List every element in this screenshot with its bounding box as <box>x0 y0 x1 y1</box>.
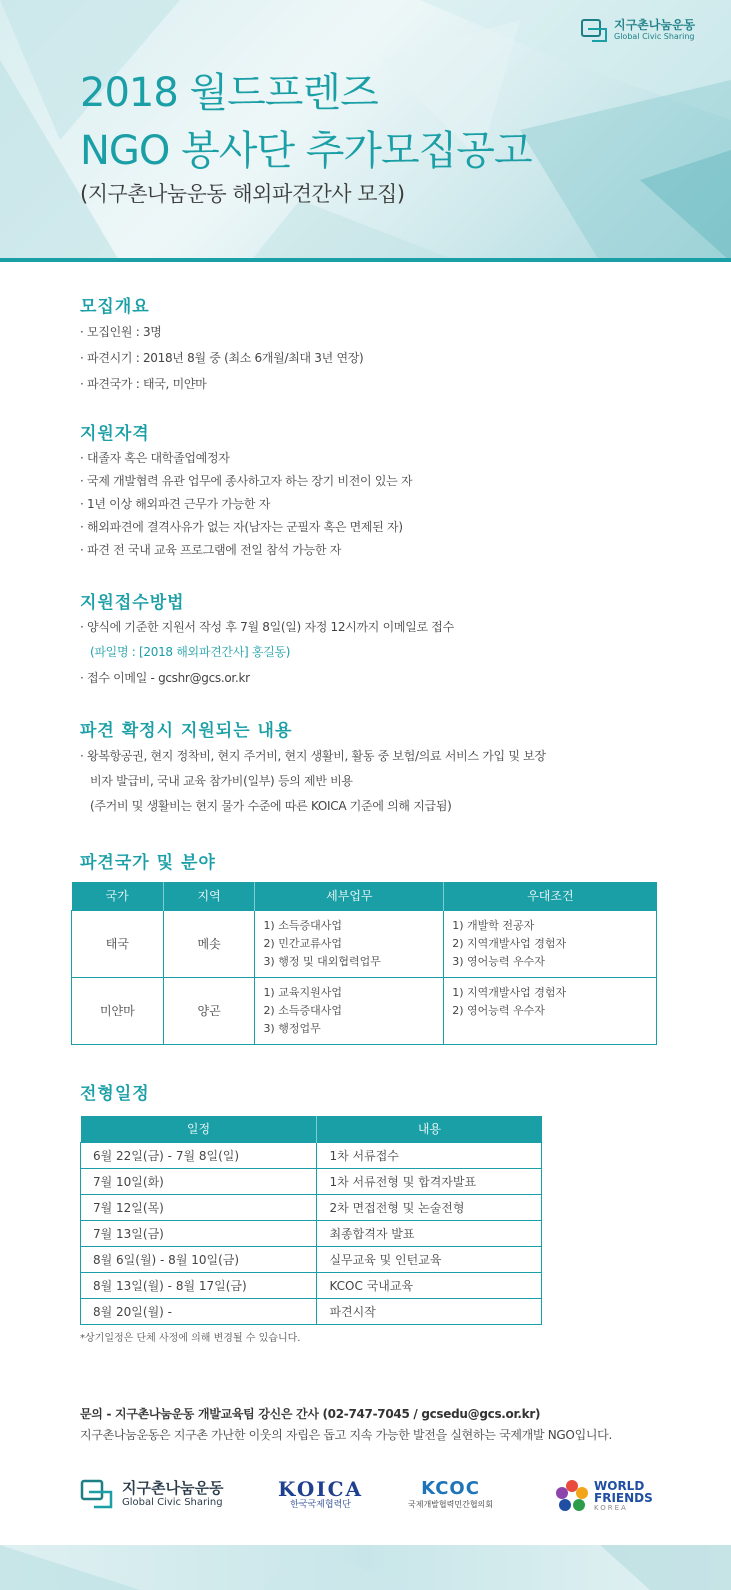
pref-item: 3) 영어능력 우수자 <box>452 954 545 968</box>
date-cell: 7월 12일(목) <box>81 1194 317 1220</box>
gcs-name: 지구촌나눔운동 <box>122 1479 224 1497</box>
list-item: · 파견 전 국내 교육 프로그램에 전일 참석 가능한 자 <box>80 543 341 557</box>
table-row <box>72 910 657 977</box>
page-title-line2: NGO 봉사단 추가모집공고 <box>80 128 532 174</box>
world-friends-logo <box>554 1478 653 1514</box>
page-title-line1: 2018 월드프렌즈 <box>80 70 378 116</box>
section-title-support: 파견 확정시 지원되는 내용 <box>80 721 293 741</box>
header-banner <box>0 0 731 262</box>
date-cell: 8월 20일(월) - <box>81 1298 317 1324</box>
schedule-note: *상기일정은 단체 사정에 의해 변경될 수 있습니다. <box>80 1333 301 1344</box>
section-title-apply: 지원접수방법 <box>80 593 185 613</box>
column-header: 내용 <box>317 1116 542 1142</box>
table-row <box>81 1142 542 1168</box>
logo-en: Global Civic Sharing <box>614 32 695 41</box>
table-header-row <box>72 882 657 910</box>
column-header: 우대조건 <box>444 882 657 910</box>
table-row <box>81 1246 542 1272</box>
content-cell: 실무교육 및 인턴교육 <box>317 1246 542 1272</box>
table-row <box>72 977 657 1044</box>
list-item: · 모집인원 : 3명 <box>80 325 162 339</box>
content-cell: 2차 면접전형 및 논술전형 <box>317 1194 542 1220</box>
date-cell: 8월 13일(월) - 8월 17일(금) <box>81 1272 317 1298</box>
support-line: · 왕복항공권, 현지 정착비, 현지 주거비, 현지 생활비, 활동 중 보험/의료 서비스 가입 및 보장 <box>80 749 546 763</box>
page-subtitle: (지구촌나눔운동 해외파견간사 모집) <box>80 182 405 206</box>
section-title-schedule: 전형일정 <box>80 1084 150 1104</box>
prefs-cell <box>444 910 657 977</box>
task-item: 2) 소득증대사업 <box>263 1003 342 1017</box>
schedule-table <box>80 1116 542 1325</box>
apply-email[interactable]: · 접수 이메일 - gcshr@gcs.or.kr <box>80 671 250 685</box>
content-cell: 파견시작 <box>317 1298 542 1324</box>
list-item: · 1년 이상 해외파견 근무가 가능한 자 <box>80 497 271 511</box>
column-header: 일정 <box>81 1116 317 1142</box>
countries-table <box>71 882 657 1045</box>
logo-name: 지구촌나눔운동 <box>614 18 696 32</box>
footer-background-graphic <box>0 1545 731 1590</box>
kcoc-kr: 국제개발협력민간협의회 <box>408 1500 494 1509</box>
wf-line1: WORLD <box>594 1478 645 1493</box>
header-divider <box>0 258 731 262</box>
kcoc-name: KCOC <box>421 1478 480 1499</box>
pref-item: 2) 지역개발사업 경험자 <box>452 936 567 950</box>
task-item: 3) 행정 및 대외협력업무 <box>263 954 381 968</box>
content-cell: 1차 서류접수 <box>317 1142 542 1168</box>
list-item: · 파견시기 : 2018년 8월 중 (최소 6개월/최대 3년 연장) <box>80 351 364 365</box>
koica-kr: 한국국제협력단 <box>290 1500 351 1510</box>
table-row <box>81 1272 542 1298</box>
content-cell: 최종합격자 발표 <box>317 1220 542 1246</box>
table-header-row <box>81 1116 542 1142</box>
country-cell: 태국 <box>72 910 164 977</box>
column-header: 지역 <box>163 882 255 910</box>
section-title-overview: 모집개요 <box>80 297 150 317</box>
task-item: 1) 소득증대사업 <box>263 918 342 932</box>
column-header: 세부업무 <box>255 882 444 910</box>
table-row <box>81 1220 542 1246</box>
table-row <box>81 1194 542 1220</box>
org-description: 지구촌나눔운동은 지구촌 가난한 이웃의 자립은 돕고 지속 가능한 발전을 실현하는 국제개발 NGO입니다. <box>80 1428 612 1442</box>
task-item: 2) 민간교류사업 <box>263 936 342 950</box>
list-item: · 파견국가 : 태국, 미얀마 <box>80 377 207 391</box>
date-cell: 8월 6일(월) - 8월 10일(금) <box>81 1246 317 1272</box>
wf-line3: KOREA <box>594 1503 628 1512</box>
kcoc-logo <box>408 1478 493 1510</box>
table-row <box>81 1168 542 1194</box>
gcs-logo-footer <box>80 1478 223 1510</box>
gcs-logo-icon <box>580 17 608 43</box>
task-item: 3) 행정업무 <box>263 1021 321 1035</box>
pref-item: 1) 개발학 전공자 <box>452 918 535 932</box>
task-item: 1) 교육지원사업 <box>263 985 342 999</box>
date-cell: 7월 10일(화) <box>81 1168 317 1194</box>
apply-instruction: · 양식에 기준한 지원서 작성 후 7월 8일(일) 자정 12시까지 이메일로 접수 <box>80 620 454 634</box>
section-title-countries: 파견국가 및 분야 <box>80 853 216 873</box>
tasks-cell <box>255 977 444 1044</box>
content-cell: KCOC 국내교육 <box>317 1272 542 1298</box>
column-header: 국가 <box>72 882 164 910</box>
region-cell: 메솟 <box>163 910 255 977</box>
footer-band <box>0 1545 731 1590</box>
apply-filename: (파일명 : [2018 해외파견간사] 홍길동) <box>90 645 291 659</box>
koica-logo <box>278 1478 363 1511</box>
flower-icon <box>554 1478 590 1514</box>
prefs-cell <box>444 977 657 1044</box>
support-line: 비자 발급비, 국내 교육 참가비(일부) 등의 제반 비용 <box>90 774 353 788</box>
list-item: · 국제 개발협력 유관 업무에 종사하고자 하는 장기 비전이 있는 자 <box>80 474 413 488</box>
gcs-logo-top <box>580 17 695 43</box>
pref-item: 2) 영어능력 우수자 <box>452 1003 545 1017</box>
country-cell: 미얀마 <box>72 977 164 1044</box>
gcs-en: Global Civic Sharing <box>122 1497 223 1508</box>
date-cell: 6월 22일(금) - 7월 8일(일) <box>81 1142 317 1168</box>
wf-line2: FRIENDS <box>594 1490 653 1505</box>
content-cell: 1차 서류전형 및 합격자발표 <box>317 1168 542 1194</box>
koica-name: KOICA <box>278 1477 364 1501</box>
table-row <box>81 1298 542 1324</box>
region-cell: 양곤 <box>163 977 255 1044</box>
tasks-cell <box>255 910 444 977</box>
contact-info: 문의 - 지구촌나눔운동 개발교육팀 강신은 간사 (02-747-7045 / gcsedu@gcs.or.kr) <box>80 1407 541 1421</box>
section-title-qualification: 지원자격 <box>80 424 150 444</box>
pref-item: 1) 지역개발사업 경험자 <box>452 985 567 999</box>
date-cell: 7월 13일(금) <box>81 1220 317 1246</box>
gcs-logo-icon <box>80 1478 114 1510</box>
list-item: · 해외파견에 결격사유가 없는 자(남자는 군필자 혹은 면제된 자) <box>80 520 403 534</box>
list-item: · 대졸자 혹은 대학졸업예정자 <box>80 451 230 465</box>
support-line: (주거비 및 생활비는 현지 물가 수준에 따른 KOICA 기준에 의해 지급됨) <box>90 799 452 813</box>
